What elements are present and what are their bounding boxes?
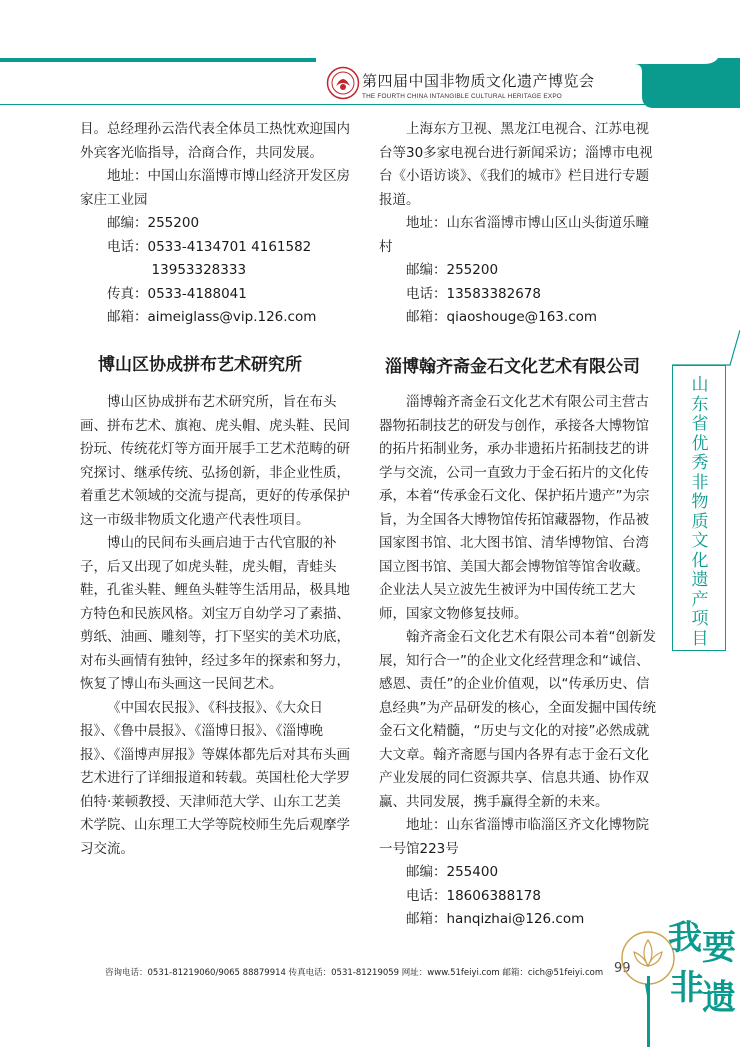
expo-subtitle: THE FOURTH CHINA INTANGIBLE CULTURAL HERITAGE EXPO <box>362 93 562 100</box>
left-paragraph: 《中国农民报》、《科技报》、《大众日报》、《鲁中晨报》、《淄博日报》、《淄博晚报》、《淄博声屏报》等媒体都先后对其布头画艺术进行了详细报道和转载。英国杜伦大学罗伯特·莱顿教授、天津师范大学、山东工艺美术学院、山东理工大学等院校师生先后观摩学习交流。 <box>80 699 350 857</box>
right-paragraph: 翰齐斋金石文化艺术有限公司本着“创新发展，知行合一”的企业文化经营理念和“诚信、感恩、责任”的企业价值观，以“传承历史、信息经典”为产品研发的核心，全面发掘中国传统金石文化精髓，“历史与文化的对接”必然成就大文章。翰齐斋愿与国内各界有志于金石文化产业发展的同仁资源共享、信息共通、协作双赢、共同发展，携手赢得全新的未来。 <box>379 629 656 810</box>
sidebar-category-label <box>672 365 726 651</box>
right-phone-2: 电话：18606388178 <box>406 887 541 904</box>
right-column <box>379 118 657 932</box>
right-email: 邮箱：qiaoshouge@163.com <box>406 309 598 325</box>
page-header <box>0 0 740 110</box>
expo-title: 第四届中国非物质文化遗产博览会 <box>362 72 595 90</box>
right-phone: 电话：13583382678 <box>406 285 541 302</box>
sidebar-char: 产 <box>691 589 709 610</box>
sidebar-char: 非 <box>691 472 709 493</box>
right-address: 地址：山东省淄博市博山区山头街道乐疃村 <box>379 215 649 255</box>
sidebar-char: 省 <box>691 414 709 434</box>
lotus-stem <box>647 976 650 1047</box>
left-paragraph: 博山的民间布头画启迪于古代官服的补子，后又出现了如虎头鞋，虎头帽，青蛙头鞋，孔雀头鞋、鲤鱼头鞋等生活用品，极具地方特色和民族风格。刘宝万自幼学习了素描、剪纸、油画、雕刻等，打下坚实的美术功底，对布头画情有独钟，经过多年的探索和努力，恢复了博山布头画这一民间艺术。 <box>80 535 350 692</box>
left-phone-2: 13953328333 <box>151 262 247 278</box>
right-postcode: 邮编：255200 <box>406 262 499 278</box>
right-address-2: 地址：山东省淄博市临淄区齐文化博物院一号馆223号 <box>379 817 649 857</box>
sidebar-vertical-text <box>673 376 727 649</box>
sidebar-char: 化 <box>691 550 709 571</box>
sidebar-char: 质 <box>691 511 709 532</box>
sidebar-char: 目 <box>691 628 709 649</box>
sidebar-accent-line <box>660 330 740 370</box>
sidebar-char: 山 <box>691 375 709 395</box>
right-postcode-2: 邮编：255400 <box>406 864 499 880</box>
left-fax: 传真：0533-4188041 <box>107 285 247 302</box>
left-email: 邮箱：aimeiglass@vip.126.com <box>107 309 317 325</box>
sidebar-char: 文 <box>691 531 709 551</box>
left-postcode: 邮编：255200 <box>107 215 200 231</box>
sidebar-char: 项 <box>691 609 709 629</box>
expo-logo-icon <box>326 66 360 100</box>
right-email-2: 邮箱：hanqizhai@126.com <box>406 911 585 927</box>
header-rule-bottom <box>0 104 740 105</box>
right-paragraph: 淄博翰齐斋金石文化艺术有限公司主营古器物拓制技艺的研发与创作，承接各大博物馆的拓片拓制业务，承办非遗拓片拓制技艺的讲学与交流，公司一直致力于金石拓片的文化传承，本着“传承金石文化、保护拓片遗产”为宗旨，为全国各大博物馆传拓馆藏器物，作品被国家图书馆、北大图书馆、清华博物馆、台湾国立图书馆、美国大都会博物馆等馆舍收藏。企业法人吴立波先生被评为中国传统工艺大师，国家文物修复技师。 <box>379 394 650 622</box>
page-number: 99 <box>614 961 631 976</box>
sidebar-char: 优 <box>691 433 709 454</box>
sidebar-char: 秀 <box>691 453 709 473</box>
logo-char: 非 <box>670 968 704 1008</box>
left-section-title: 博山区协成拼布艺术研究所 <box>98 354 302 375</box>
sidebar-char: 东 <box>691 394 709 415</box>
right-intro-text: 上海东方卫视、黑龙江电视合、江苏电视台等30多家电视台进行新闻采访；淄博市电视台《小语访谈》、《我们的城市》栏目进行专题报道。 <box>379 121 653 208</box>
logo-char: 我 <box>668 918 702 958</box>
left-paragraph: 博山区协成拼布艺术研究所，旨在布头画、拼布艺术、旗袍、虎头帽、虎头鞋、民间扮玩、传统花灯等方面开展手工艺术范畴的研究探讨、继承传统、弘扬创新，非企业性质，着重艺术领域的交流与提高，更好的传承保护这一市级非物质文化遗产代表性项目。 <box>80 394 350 528</box>
header-rule-left <box>0 58 316 62</box>
left-column <box>80 118 352 861</box>
left-address: 地址：中国山东淄博市博山经济开发区房家庄工业园 <box>80 168 350 208</box>
sidebar-char: 遗 <box>691 570 709 590</box>
footer-contact: 咨询电话：0531-81219060/9065 88879914 传真电话：0531-81219059 网址：www.51feiyi.com 邮箱：cich@51feiyi.com <box>105 968 604 978</box>
corner-logo <box>618 908 740 1047</box>
logo-char: 要 <box>702 928 736 968</box>
left-phone: 电话：0533-4134701 4161582 <box>107 238 312 255</box>
logo-char: 遗 <box>702 978 736 1018</box>
header-teal-shape <box>634 58 740 108</box>
left-intro-text: 目。总经理孙云浩代表全体员工热忱欢迎国内外宾客光临指导，洽商合作，共同发展。 <box>80 121 350 161</box>
right-section-title: 淄博翰齐斋金石文化艺术有限公司 <box>385 356 640 377</box>
sidebar-char: 物 <box>691 492 709 512</box>
